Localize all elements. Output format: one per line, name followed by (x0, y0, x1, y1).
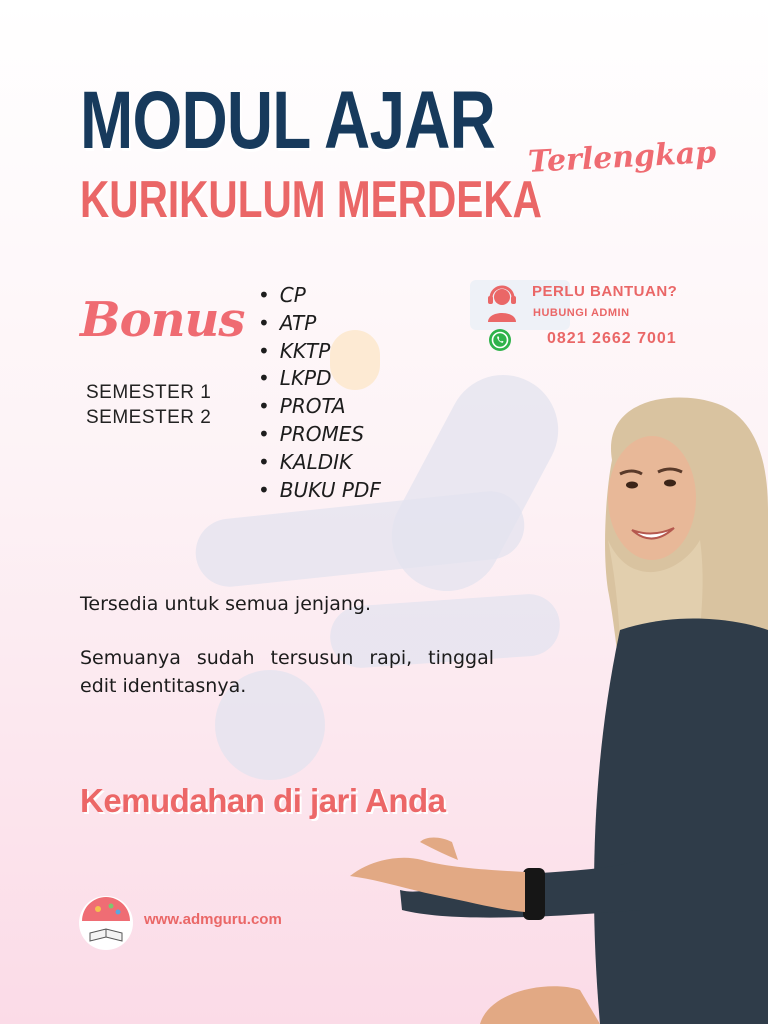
help-subtitle: HUBUNGI ADMIN (533, 307, 630, 319)
bonus-item: • CP (258, 282, 381, 310)
bonus-item: • KKTP (258, 338, 381, 366)
admguru-logo (78, 895, 134, 951)
website-link[interactable]: www.admguru.com (144, 911, 282, 928)
page-title: MODUL AJAR (80, 75, 496, 166)
semester-list (86, 380, 211, 430)
body-text-ready: Semuanya sudah tersusun rapi, tinggal edit identitasnya. (80, 647, 494, 697)
semester-item: SEMESTER 2 (86, 407, 212, 428)
page-subtitle: KURIKULUM MERDEKA (80, 171, 542, 229)
bonus-item: • BUKU PDF (258, 477, 381, 505)
bonus-item: • KALDIK (258, 449, 381, 477)
help-title: PERLU BANTUAN? (532, 283, 678, 300)
phone-number[interactable]: 0821 2662 7001 (547, 330, 677, 347)
terlengkap-badge: Terlengkap (527, 135, 718, 180)
bonus-item: • PROMES (258, 421, 381, 449)
bonus-item: • PROTA (258, 393, 381, 421)
presenter-photo (340, 390, 768, 1024)
semester-item: SEMESTER 1 (86, 382, 212, 403)
whatsapp-icon[interactable] (488, 328, 512, 352)
bonus-label: Bonus (80, 292, 245, 348)
bonus-item: • ATP (258, 310, 381, 338)
tagline: Kemudahan di jari Anda (80, 782, 446, 819)
body-text-availability: Tersedia untuk semua jenjang. (80, 593, 372, 615)
bonus-item: • LKPD (258, 365, 381, 393)
support-agent-icon (482, 282, 522, 322)
